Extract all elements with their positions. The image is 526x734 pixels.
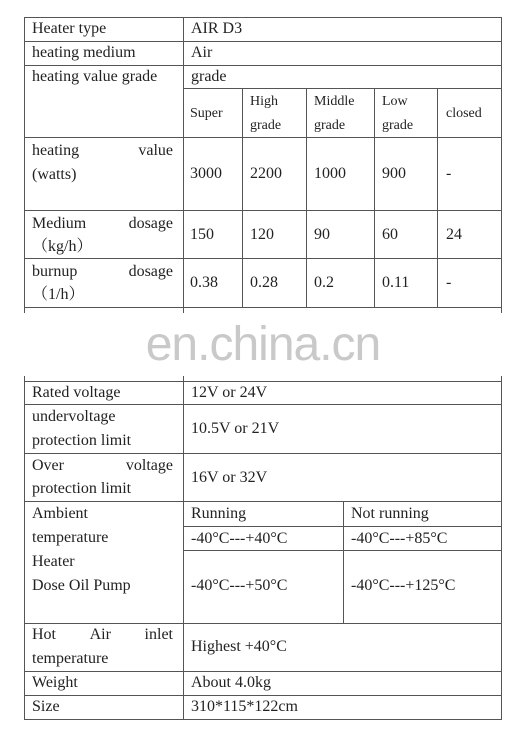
watermark-text: en.china.cn: [145, 318, 381, 371]
weight-label: Weight: [32, 674, 78, 691]
medium-dosage-label-a: Medium: [32, 215, 87, 232]
burnup-dosage-low: 0.11: [382, 274, 410, 291]
pump-running-range: -40°C---+50°C: [191, 577, 288, 594]
undervoltage-label-a: undervoltage: [32, 408, 116, 425]
heater-running-range: -40°C---+40°C: [191, 530, 288, 547]
grade-low-line1: Low: [382, 94, 408, 109]
over-voltage-value: 16V or 32V: [191, 469, 268, 486]
heating-medium-value: Air: [191, 44, 213, 61]
over-voltage-label-c: protection limit: [32, 480, 132, 497]
ambient-not-running-header: Not running: [351, 505, 429, 522]
burnup-dosage-label: [32, 260, 173, 284]
hot-air-inlet-label-b: Air: [89, 626, 111, 643]
rated-voltage-value: 12V or 24V: [191, 384, 268, 401]
grade-middle-line1: Middle: [314, 94, 355, 109]
hot-air-inlet-value: Highest +40°C: [191, 638, 287, 655]
heating-value-grade-label: heating value grade: [32, 68, 158, 85]
medium-dosage-label-b: dosage: [128, 215, 173, 232]
undervoltage-value: 10.5V or 21V: [191, 420, 280, 437]
size-label: Size: [32, 698, 60, 715]
size-value: 310*115*122cm: [191, 698, 298, 715]
rated-voltage-label: Rated voltage: [32, 384, 121, 401]
ambient-label-heater: Heater: [32, 553, 75, 570]
heater-type-label: Heater type: [32, 20, 107, 37]
burnup-dosage-super: 0.38: [190, 274, 218, 291]
heating-medium-label: heating medium: [32, 44, 136, 61]
heating-value-low: 900: [382, 165, 406, 182]
hot-air-inlet-label-c: inlet: [144, 626, 173, 643]
grade-low-line2: grade: [382, 118, 414, 133]
heating-value-closed: -: [446, 165, 452, 182]
heating-value-label: [32, 139, 173, 163]
undervoltage-label-b: protection limit: [32, 432, 132, 449]
ambient-label-b: temperature: [32, 529, 109, 546]
heating-value-unit: (watts): [32, 166, 77, 183]
heating-value-middle: 1000: [314, 165, 346, 182]
heating-value-super: 3000: [190, 165, 222, 182]
hot-air-inlet-label-a: Hot: [32, 626, 56, 643]
medium-dosage-low: 60: [382, 226, 398, 243]
burnup-dosage-middle: 0.2: [314, 274, 334, 291]
over-voltage-label-b: voltage: [125, 457, 173, 474]
over-voltage-label: [32, 454, 173, 478]
ambient-label-a: Ambient: [32, 505, 88, 522]
ambient-running-header: Running: [191, 505, 247, 522]
burnup-dosage-label-b: dosage: [128, 263, 173, 280]
heater-not-running-range: -40°C---+85°C: [351, 530, 448, 547]
burnup-dosage-label-a: burnup: [32, 263, 78, 280]
heating-value-label-b: value: [138, 142, 173, 159]
burnup-dosage-high: 0.28: [250, 274, 278, 291]
ambient-label-pump: Dose Oil Pump: [32, 577, 131, 594]
heater-type-value: AIR D3: [191, 20, 243, 37]
medium-dosage-middle: 90: [314, 226, 330, 243]
grade-middle-line2: grade: [314, 118, 346, 133]
medium-dosage-super: 150: [190, 226, 214, 243]
weight-value: About 4.0kg: [191, 674, 271, 691]
grade-super: Super: [190, 106, 223, 121]
medium-dosage-high: 120: [250, 226, 274, 243]
grade-high-line1: High: [250, 94, 278, 109]
heating-value-label-a: heating: [32, 142, 80, 159]
medium-dosage-closed: 24: [446, 226, 462, 243]
heating-value-grade-value: grade: [191, 68, 227, 85]
grade-closed: closed: [446, 106, 482, 121]
burnup-dosage-unit: （1/h）: [32, 286, 85, 303]
pump-not-running-range: -40°C---+125°C: [351, 577, 456, 594]
medium-dosage-unit: （kg/h）: [32, 238, 93, 255]
over-voltage-label-a: Over: [32, 457, 64, 474]
heating-value-high: 2200: [250, 165, 282, 182]
burnup-dosage-closed: -: [446, 274, 452, 291]
hot-air-inlet-label-d: temperature: [32, 650, 109, 667]
hot-air-inlet-label: [32, 623, 173, 647]
grade-high-line2: grade: [250, 118, 282, 133]
medium-dosage-label: [32, 212, 173, 236]
